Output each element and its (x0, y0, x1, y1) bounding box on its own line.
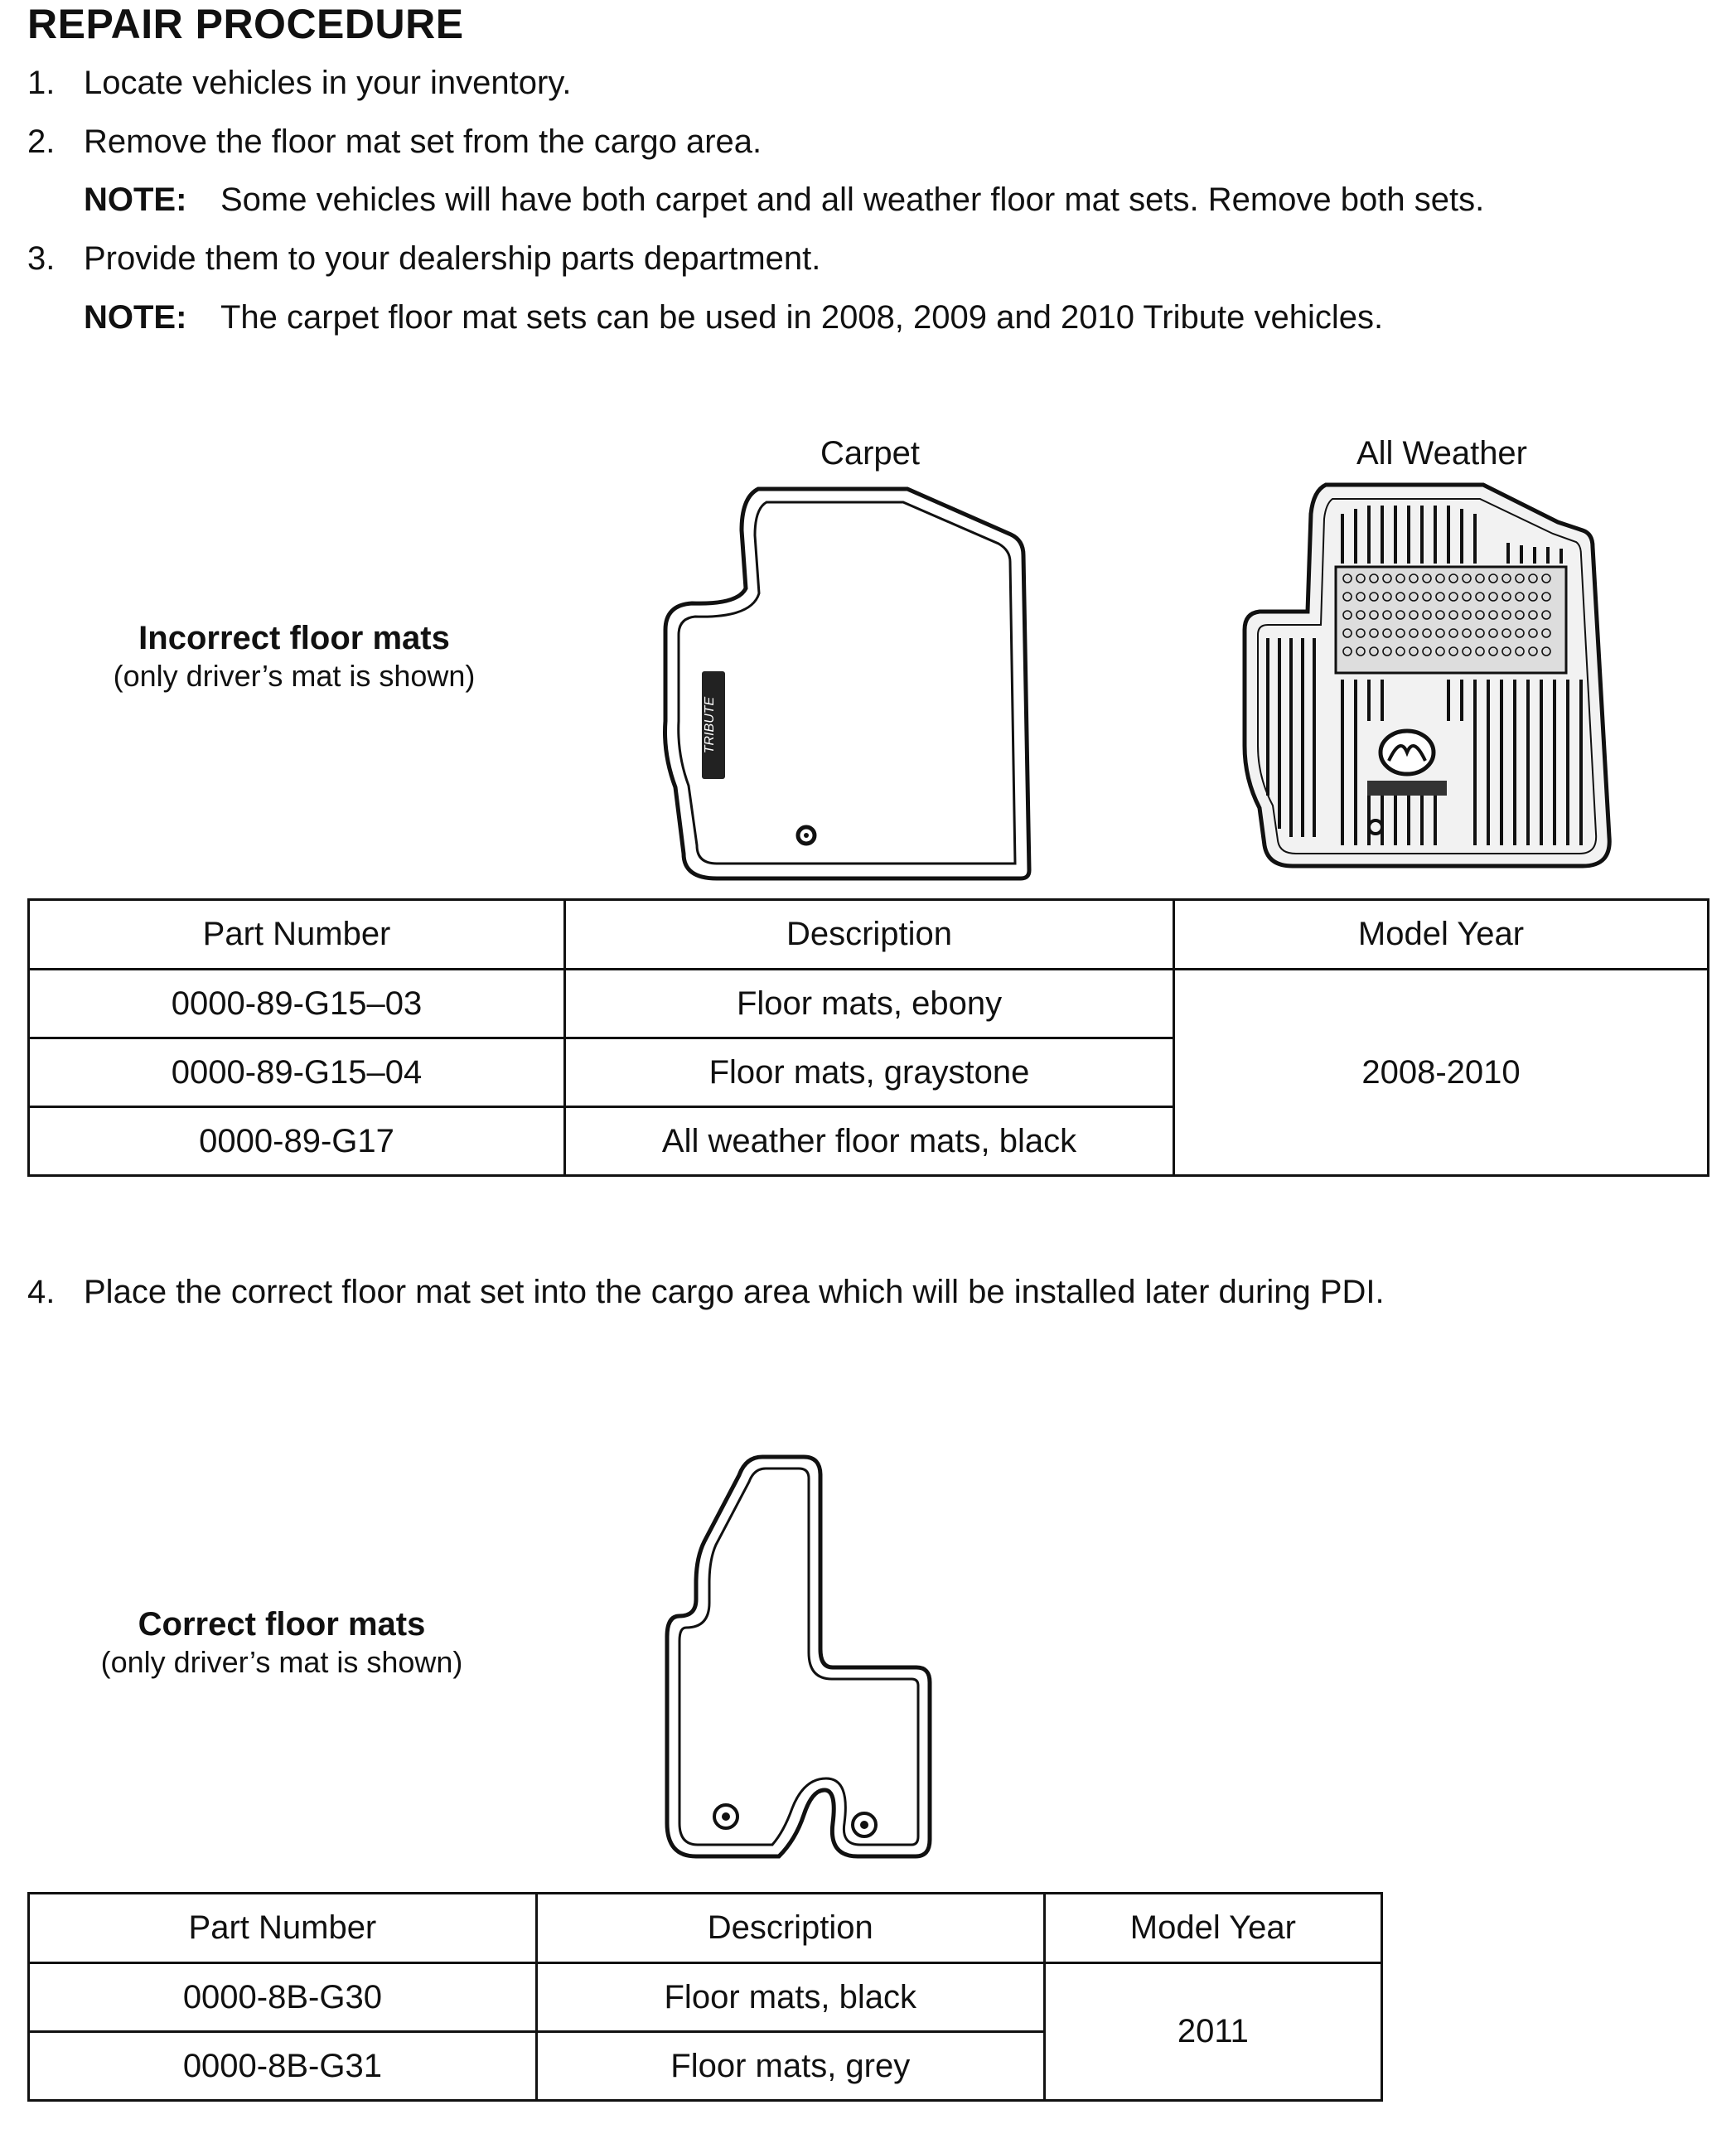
step-text: Provide them to your dealership parts department. (84, 240, 821, 277)
table-row (29, 1963, 1382, 2032)
all-weather-label: All Weather (1356, 435, 1527, 472)
description-cell: Floor mats, black (536, 1963, 1044, 2032)
incorrect-caption (66, 620, 522, 694)
part-number-cell: 0000-89-G17 (29, 1107, 565, 1176)
description-cell: Floor mats, graystone (565, 1038, 1174, 1107)
part-number-cell: 0000-8B-G31 (29, 2032, 537, 2101)
step-text: Place the correct floor mat set into the cargo area which will be installed later during PDI. (84, 1274, 1385, 1310)
step-4 (27, 1274, 1685, 1315)
carpet-label: Carpet (820, 435, 921, 472)
column-header-description: Description (565, 900, 1174, 970)
note-label: NOTE: (84, 181, 187, 218)
step-number: 2. (27, 123, 56, 160)
table-row (29, 970, 1709, 1038)
step-3 (27, 240, 1602, 282)
correct-title: Correct floor mats (138, 1606, 426, 1643)
all-weather-mat-illustration (1235, 481, 1624, 878)
correct-subtitle: (only driver’s mat is shown) (100, 1645, 463, 1679)
correct-mat-illustration (663, 1450, 936, 1873)
carpet-mat-illustration (659, 481, 1040, 887)
step-1 (27, 65, 1602, 106)
column-header-model-year: Model Year (1044, 1894, 1381, 1963)
step-text: Remove the floor mat set from the cargo area. (84, 123, 762, 160)
step-2 (27, 123, 1602, 165)
incorrect-parts-table (27, 898, 1709, 1177)
page-title: REPAIR PROCEDURE (27, 1, 464, 47)
note-text: Some vehicles will have both carpet and all weather floor mat sets. Remove both sets. (220, 181, 1485, 218)
incorrect-subtitle: (only driver’s mat is shown) (113, 659, 476, 693)
note-1 (84, 181, 1658, 223)
column-header-part-number: Part Number (29, 900, 565, 970)
column-header-model-year: Model Year (1174, 900, 1709, 970)
note-text: The carpet floor mat sets can be used in 2008, 2009 and 2010 Tribute vehicles. (220, 299, 1384, 336)
description-cell: Floor mats, ebony (565, 970, 1174, 1038)
note-2 (84, 299, 1658, 341)
part-number-cell: 0000-89-G15–03 (29, 970, 565, 1038)
note-label: NOTE: (84, 299, 187, 336)
part-number-cell: 0000-8B-G30 (29, 1963, 537, 2032)
model-year-cell: 2008-2010 (1174, 970, 1709, 1176)
part-number-cell: 0000-89-G15–04 (29, 1038, 565, 1107)
correct-parts-table (27, 1892, 1383, 2102)
svg-text:TRIBUTE: TRIBUTE (703, 696, 717, 754)
correct-caption (54, 1606, 510, 1680)
column-header-part-number: Part Number (29, 1894, 537, 1963)
model-year-cell: 2011 (1044, 1963, 1381, 2101)
column-header-description: Description (536, 1894, 1044, 1963)
step-number: 1. (27, 65, 56, 101)
incorrect-title: Incorrect floor mats (138, 620, 450, 656)
step-text: Locate vehicles in your inventory. (84, 65, 572, 101)
description-cell: Floor mats, grey (536, 2032, 1044, 2101)
step-number: 3. (27, 240, 56, 277)
step-number: 4. (27, 1274, 56, 1310)
description-cell: All weather floor mats, black (565, 1107, 1174, 1176)
